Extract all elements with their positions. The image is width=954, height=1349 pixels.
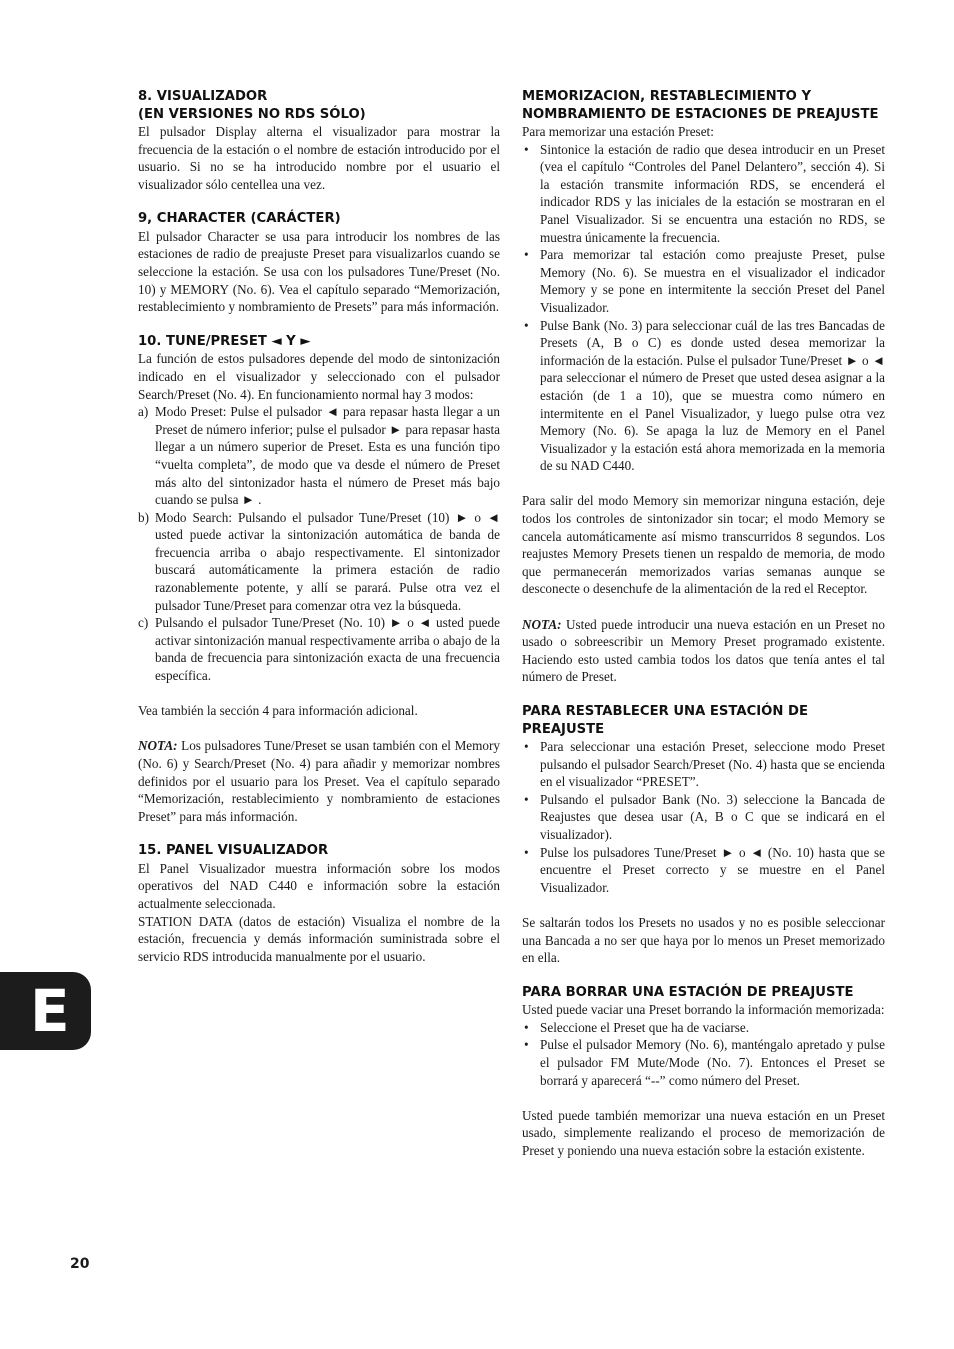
- nota-label: NOTA:: [522, 616, 562, 632]
- restore-steps: [522, 738, 885, 896]
- section-tune-preset: [138, 333, 500, 826]
- language-tab: [0, 972, 91, 1050]
- list-text: Modo Search: Pulsando el pulsador Tune/Preset (10) ► o ◄ usted puede activar la sintonización automática de banda de frecuencia arriba o abajo respectivamente. El sintonizador buscará automáticamente la primera estación de radio razonablemente potente, y allí se parará. Pulse otra vez el pulsador Tune/Preset para comenzar otra vez la búsqueda.: [155, 509, 500, 613]
- nota-paragraph: [138, 737, 500, 825]
- exit-paragraph: Para salir del modo Memory sin memorizar ninguna estación, deje todos los controles de sintonizador sin tocar; el modo Memory se cancela automáticamente así mismo transcurridos 8 segundos. Los reajustes Memory Presets tienen un respaldo de memoria, de modo que permanecerán memorizados varias semanas aunque se desconecte o desenchufe de la alimentación de la red el Receptor.: [522, 493, 885, 597]
- list-item: • Para memorizar tal estación como preajuste Preset, pulse Memory (No. 6). Se muestra en el visualizador el indicador Memory y se pone en intermitente la sección Preset del Panel Visualizador.: [522, 246, 885, 316]
- title-line-1: 8. VISUALIZADOR: [138, 89, 268, 104]
- section-restablecer: [522, 703, 885, 967]
- section-intro: Para memorizar una estación Preset:: [522, 124, 714, 139]
- nota-text: Los pulsadores Tune/Preset se usan también con el Memory (No. 6) y Search/Preset (No. 4) para añadir y memorizar nombres definidos por el usuario para los Preset. Vea el capítulo separado “Memorización, restablecimiento y nombramiento de estaciones Preset” para más información.: [138, 738, 500, 824]
- section-intro: La función de estos pulsadores depende del modo de sintonización indicado en el visualizador y seleccionado con el pulsador Search/Preset (No. 4). En funcionamiento normal hay 3 modos:: [138, 351, 500, 402]
- list-item: • Pulse el pulsador Memory (No. 6), manténgalo apretado y pulse el pulsador FM Mute/Mode (No. 7). Entonces el Preset se borrará y aparecerá “--” como número del Preset.: [522, 1036, 885, 1089]
- section-note: Se saltarán todos los Presets no usados y no es posible seleccionar una Bancada a no ser que haya por lo menos un Preset memorizado en ella.: [522, 914, 885, 966]
- section-title: PARA RESTABLECER UNA ESTACIÓN DE PREAJUSTE: [522, 704, 808, 737]
- section-title: 10. TUNE/PRESET ◄ Y ►: [138, 333, 311, 349]
- section-body: El Panel Visualizador muestra información sobre los modos operativos del NAD C440 e información sobre la estación actualmente seleccionada.: [138, 860, 500, 912]
- list-item: [138, 509, 500, 615]
- list-item: [138, 403, 500, 509]
- list-marker: c): [138, 615, 149, 631]
- list-item: • Pulse Bank (No. 3) para seleccionar cuál de las tres Bancadas de Presets (A, B o C) es donde usted desea memorizar la información de la estación. Pulse el pulsador Tune/Preset ► o ◄ para seleccionar el número de Preset que usted desea asignar a la estación (de 1 a 10), que se muestra como número en intermitente en el Panel Visualizador, y luego pulse otra vez Memory (No. 6). Se apaga la luz de Memory en el Panel Visualizador y la estación está ahora memorizada en la memoria de su NAD C440.: [522, 317, 885, 475]
- section-body: El pulsador Display alterna el visualizador para mostrar la frecuencia de la estación o el nombre de estación introducido por el usuario. Si no se ha introducido nombre por el usuario el visualizador sólo centellea una vez.: [138, 124, 500, 192]
- nota-label: NOTA:: [138, 738, 178, 754]
- list-item: • Seleccione el Preset que ha de vaciarse.: [522, 1019, 885, 1037]
- section-title: [138, 88, 500, 123]
- list-item: • Para seleccionar una estación Preset, seleccione modo Preset pulsando el pulsador Search/Preset (No. 4) hasta que se encienda en el visualizador “PRESET”.: [522, 738, 885, 791]
- page-number: 20: [70, 1256, 90, 1272]
- section-note: Usted puede también memorizar una nueva estación en un Preset usado, simplemente realizando el proceso de memorización de Preset y poniendo una nueva estación sobre la estación existente.: [522, 1107, 885, 1158]
- section-memorizacion: [522, 88, 885, 686]
- nota-paragraph: [522, 616, 885, 686]
- section-character: [138, 210, 500, 315]
- list-item: • Pulse los pulsadores Tune/Preset ► o ◄ (No. 10) hasta que se encuentre el Preset correcto y se muestre en el Panel Visualizador.: [522, 844, 885, 897]
- list-item: • Pulsando el pulsador Bank (No. 3) seleccione la Bancada de Reajustes que desea usar (A, B o C que se indicará en el visualizador).: [522, 791, 885, 844]
- section-title: PARA BORRAR UNA ESTACIÓN DE PREAJUSTE: [522, 984, 854, 1000]
- section-title: 15. PANEL VISUALIZADOR: [138, 843, 329, 859]
- section-body-station-data: STATION DATA (datos de estación) Visualiza el nombre de la estación, frecuencia y demás información suministrada sobre el servicio RDS introducida manualmente por el usuario.: [138, 913, 500, 964]
- list-marker: b): [138, 509, 149, 525]
- list-text: Modo Preset: Pulse el pulsador ◄ para repasar hasta llegar a un Preset de número inferior; pulse el pulsador ► para repasar hasta llegar a un número superior de Preset. Esta es una función tipo “vuelta completa”, de modo que va desde el número de Preset más alto del sintonizador hasta el número de Preset más bajo cuando se pulsa ► .: [155, 404, 500, 508]
- section-title: MEMORIZACION, RESTABLECIMIENTO Y NOMBRAMIENTO DE ESTACIONES DE PREAJUSTE: [522, 89, 879, 122]
- section-panel-visualizador: [138, 842, 500, 965]
- see-also: Vea también la sección 4 para información adicional.: [138, 703, 418, 719]
- section-title: 9, CHARACTER (CARÁCTER): [138, 211, 341, 227]
- erase-steps: [522, 1019, 885, 1089]
- language-tab-letter: E: [30, 977, 70, 1045]
- list-text: Pulsando el pulsador Tune/Preset (No. 10) ► o ◄ usted puede activar sintonización manual respectivamente arriba o abajo de la banda de frecuencia para sintonización exacta de una frecuencia específica.: [155, 615, 500, 684]
- nota-text: Usted puede introducir una nueva estación en un Preset no usado o sobreescribir un Memory Preset programado existente. Haciendo esto usted cambia todos los datos que tenía antes el tal número de Preset.: [522, 616, 885, 685]
- title-line-2: (EN VERSIONES NO RDS SÓLO): [138, 106, 366, 122]
- right-column: [522, 88, 885, 1177]
- mode-list: [138, 403, 500, 685]
- section-visualizador: [138, 88, 500, 193]
- list-item: [138, 614, 500, 684]
- section-borrar: [522, 984, 885, 1160]
- list-marker: a): [138, 404, 149, 420]
- section-intro: Usted puede vaciar una Preset borrando la información memorizada:: [522, 1002, 885, 1018]
- left-column: [138, 88, 500, 982]
- section-body: El pulsador Character se usa para introducir los nombres de las estaciones de radio de preajuste Preset para visualizarlos cuando se seleccione la estación. Se usa con los pulsadores Tune/Preset (No. 10) y MEMORY (No. 6). Vea el capítulo separado “Memorización, restablecimiento y nombramiento de Presets” para más información.: [138, 228, 500, 315]
- memorize-steps: [522, 141, 885, 475]
- list-item: • Sintonice la estación de radio que desea introducir en un Preset (vea el capítulo “Controles del Panel Delantero”, sección 4). Si la estación transmite información RDS, se encenderá el indicador RDS y las iniciales de la estación se mostraran en el Panel Visualizador. Si se encuentra una estación no RDS, se muestra únicamente la frecuencia.: [522, 141, 885, 247]
